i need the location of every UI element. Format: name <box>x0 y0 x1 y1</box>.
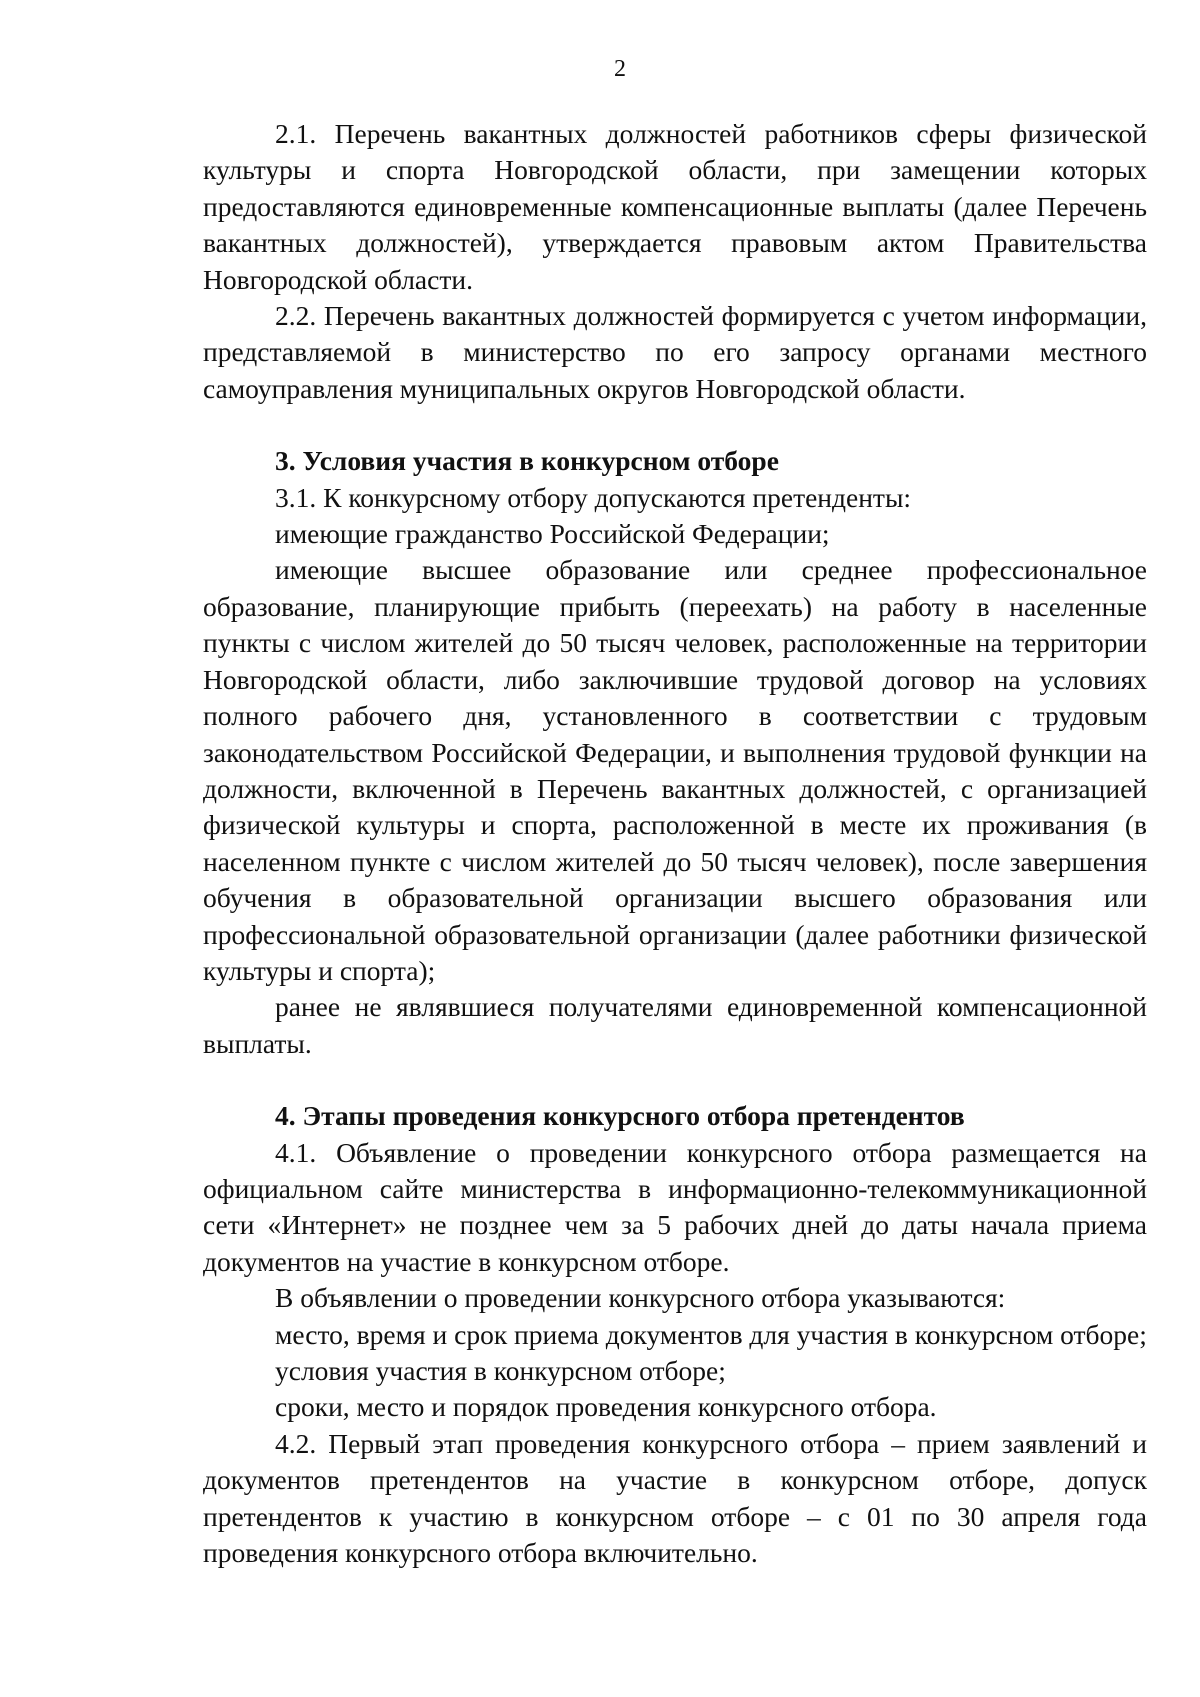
section-3-heading: 3. Условия участия в конкурсном отборе <box>275 445 779 477</box>
section-spacer <box>203 407 1147 443</box>
paragraph-not-recipients: ранее не являвшиеся получателями единовременной компенсационной выплаты. <box>203 991 1147 1059</box>
paragraph-4-1: 4.1. Объявление о проведении конкурсного отбора размещается на официальном сайте министерства в информационно-телекоммуникационной сети «Интернет» не позднее чем за 5 рабочих дней до даты начала приема документов на участие в конкурсном отборе. <box>203 1136 1147 1277</box>
paragraph-conditions: условия участия в конкурсном отборе; <box>275 1355 726 1386</box>
paragraph-place-time: место, время и срок приема документов для участия в конкурсном отборе; <box>275 1318 1147 1350</box>
paragraph-education: имеющие высшее образование или среднее профессиональное образование, планирующие прибыть (переехать) на работу в населенные пункты с числом жителей до 50 тысяч человек, расположенные на территории Новгородской области, либо заключившие трудовой договор на условиях полного рабочего дня, установленного в соответствии с трудовым законодательством Российской Федерации, и выполнения трудовой функции на должности, включенной в Перечень вакантных должностей, с организацией физической культуры и спорта, расположенной в месте их проживания (в населенном пункте с числом жителей до 50 тысяч человек), после завершения обучения в образовательной организации высшего образования или профессиональной образовательной организации (далее работники физической культуры и спорта); <box>203 554 1147 986</box>
paragraph-deadlines: сроки, место и порядок проведения конкурсного отбора. <box>275 1391 937 1423</box>
paragraph-2-2: 2.2. Перечень вакантных должностей формируется с учетом информации, представляемой в министерство по его запросу органами местного самоуправления муниципальных округов Новгородской области. <box>203 300 1147 404</box>
paragraph-3-1: 3.1. К конкурсному отбору допускаются претенденты: <box>275 481 912 513</box>
paragraph-2-1: 2.1. Перечень вакантных должностей работников сферы физической культуры и спорта Новгородской области, при замещении которых предоставляются единовременные компенсационные выплаты (далее Перечень вакантных должностей), утверждается правовым актом Правительства Новгородской области. <box>203 118 1147 295</box>
document-body <box>203 116 1147 1571</box>
paragraph-citizenship: имеющие гражданство Российской Федерации; <box>275 518 830 550</box>
section-spacer <box>203 1062 1147 1098</box>
paragraph-4-2: 4.2. Первый этап проведения конкурсного отбора – прием заявлений и документов претендентов на участие в конкурсном отборе, допуск претендентов к участию в конкурсном отборе – с 01 по 30 апреля года проведения конкурсного отбора включительно. <box>203 1427 1147 1569</box>
paragraph-announcement-contents: В объявлении о проведении конкурсного отбора указываются: <box>275 1282 1006 1314</box>
page-number: 2 <box>614 56 626 82</box>
section-4-heading: 4. Этапы проведения конкурсного отбора претендентов <box>275 1100 965 1132</box>
